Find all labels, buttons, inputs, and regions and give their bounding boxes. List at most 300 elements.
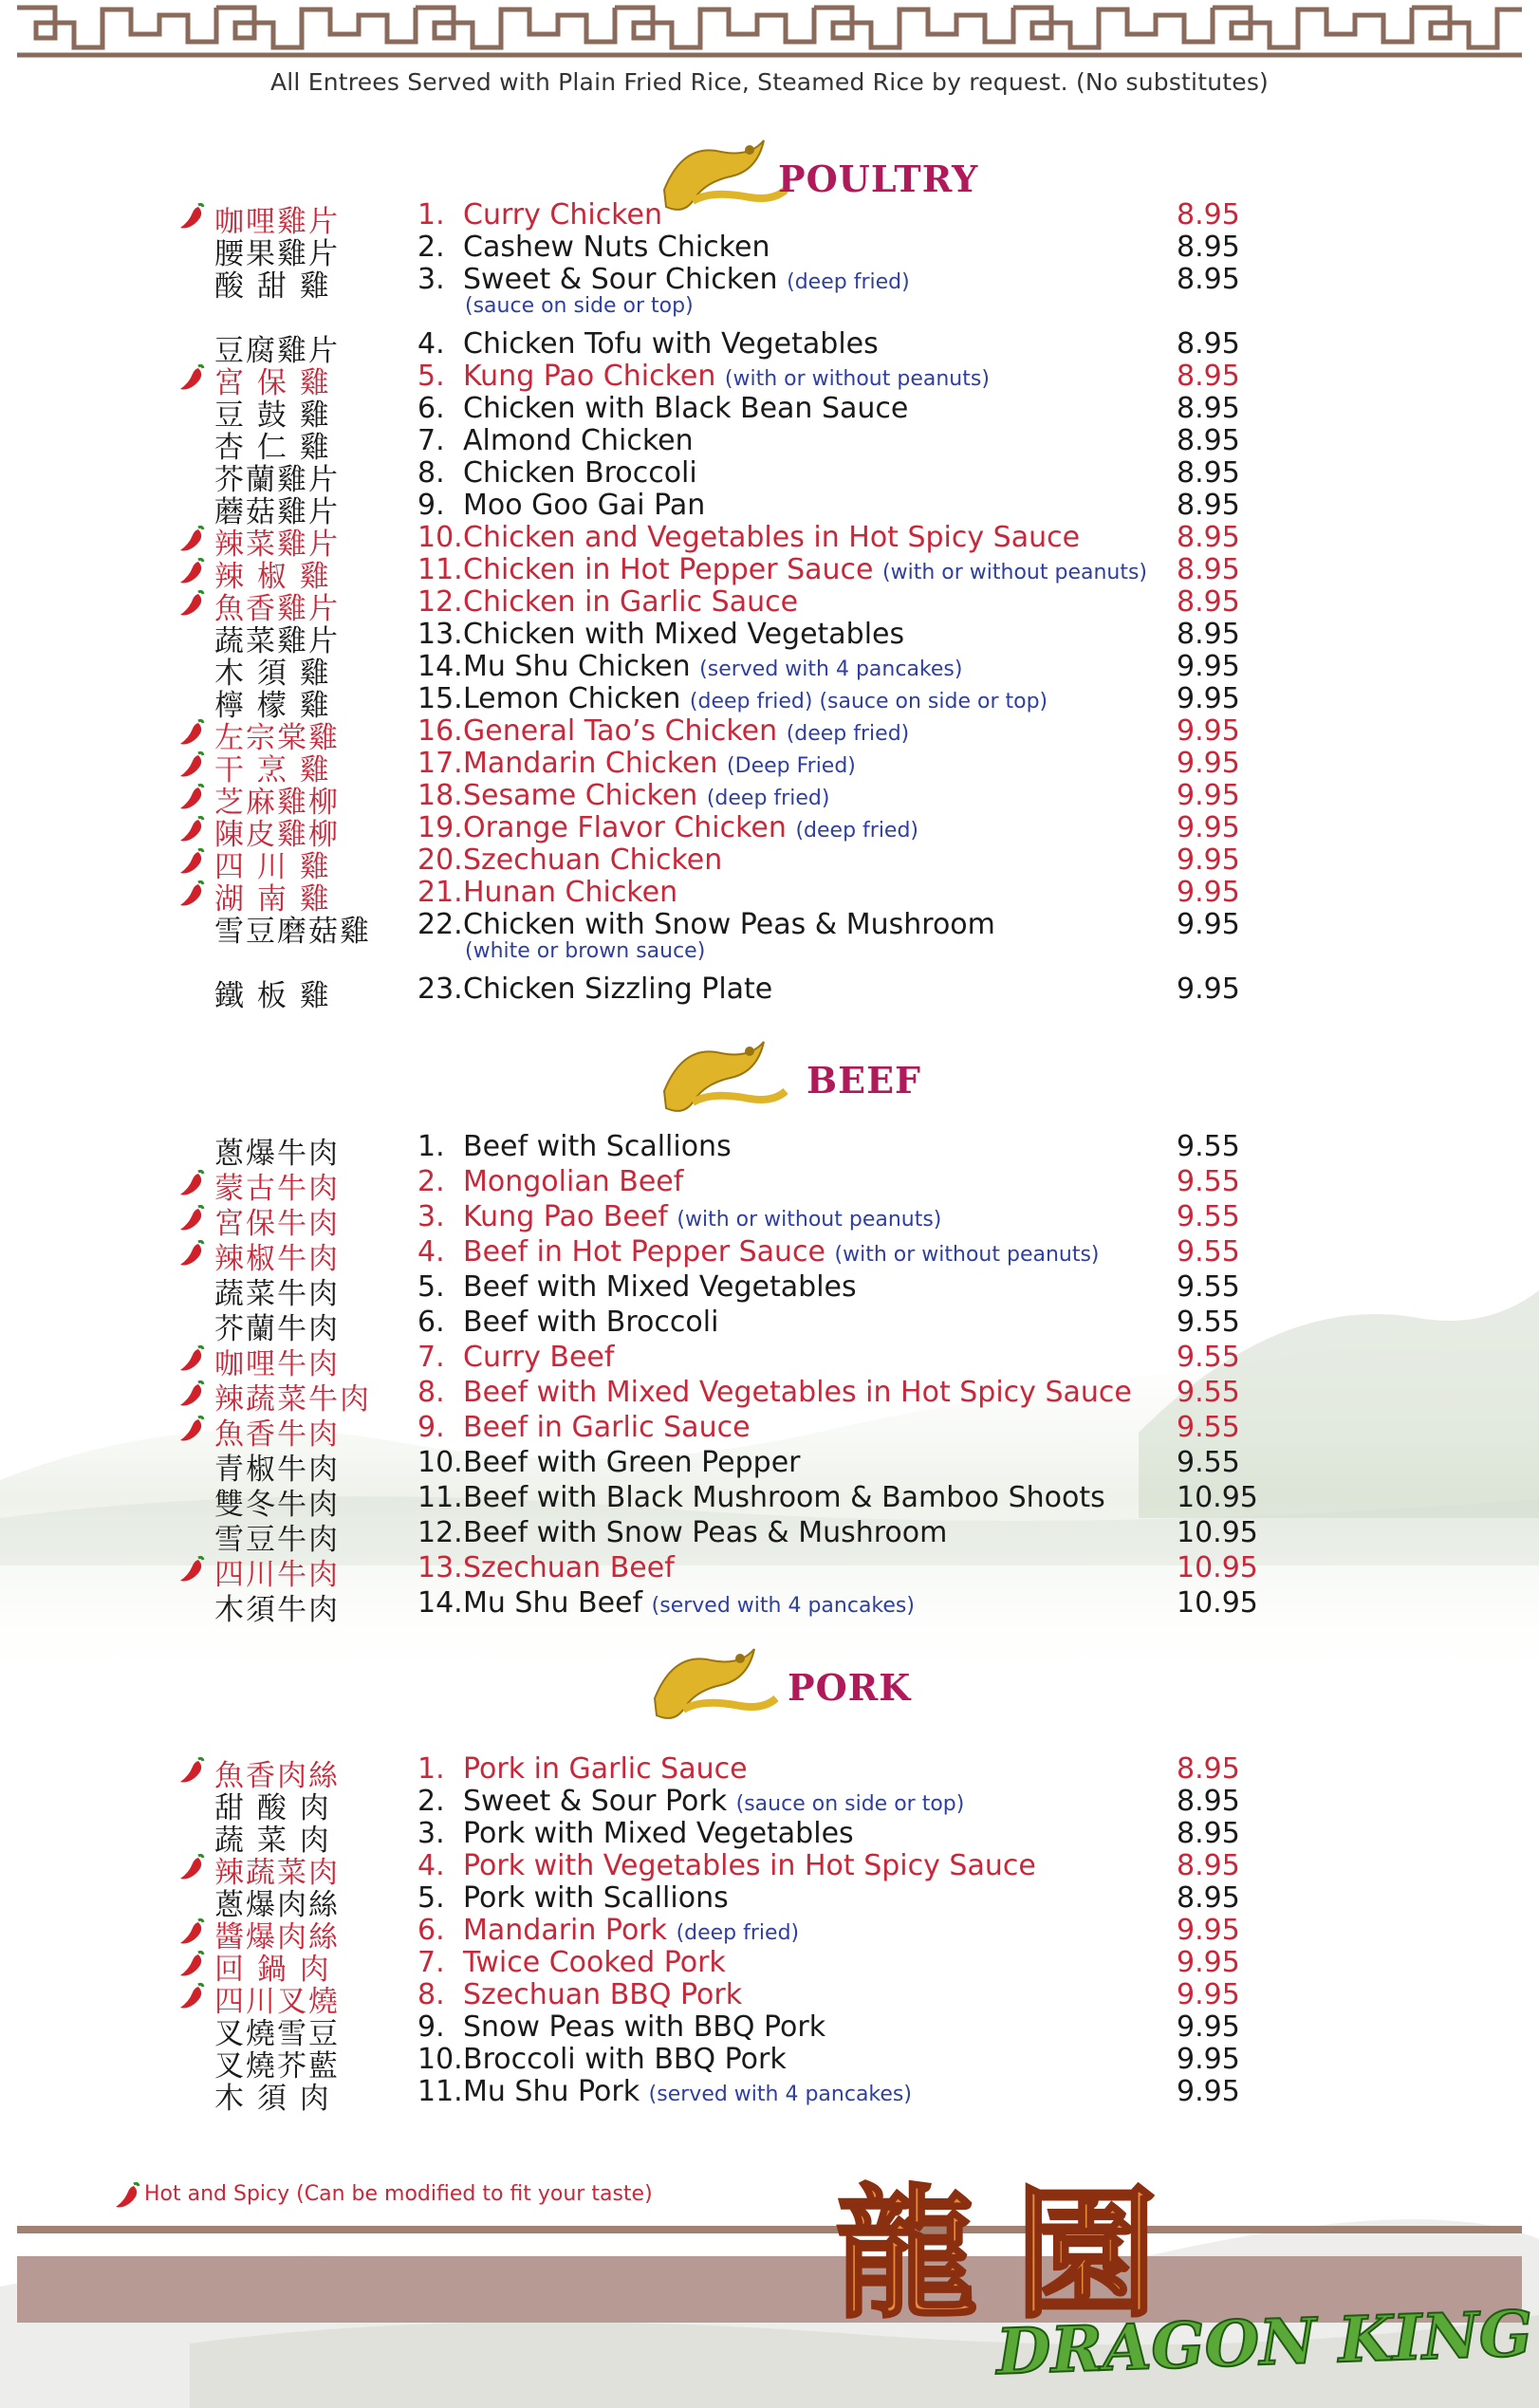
item-subnote: (white or brown sauce) xyxy=(465,939,706,963)
item-name-wrap xyxy=(463,1785,964,1818)
menu-item xyxy=(0,1375,1539,1417)
item-number: 22. xyxy=(417,908,463,941)
item-price: 9.95 xyxy=(1177,1914,1240,1947)
item-name: Beef with Green Pepper xyxy=(463,1446,801,1479)
item-name-wrap xyxy=(463,1235,1100,1269)
lattice-border xyxy=(17,0,1522,61)
item-name: Twice Cooked Pork xyxy=(463,1946,726,1979)
item-price: 9.95 xyxy=(1177,650,1240,683)
item-name: Beef in Hot Pepper Sauce xyxy=(463,1235,825,1269)
item-name-wrap xyxy=(463,198,662,232)
item-name-wrap xyxy=(463,747,856,780)
item-name-wrap xyxy=(463,779,829,812)
item-price: 8.95 xyxy=(1177,231,1240,264)
item-price: 9.55 xyxy=(1177,1411,1240,1444)
item-chinese-name: 宮保牛肉 xyxy=(214,1207,340,1241)
menu-item xyxy=(0,746,1539,787)
item-name-wrap xyxy=(463,618,904,651)
item-price: 9.95 xyxy=(1177,843,1240,877)
item-chinese-name: 咖哩牛肉 xyxy=(214,1347,340,1381)
item-name-wrap xyxy=(463,360,990,393)
item-chinese-name: 叉燒雪豆 xyxy=(214,2017,340,2051)
menu-item xyxy=(0,1977,1539,2019)
chili-pepper-icon xyxy=(176,1379,207,1407)
item-number: 10. xyxy=(417,521,463,554)
item-name: Chicken with Mixed Vegetables xyxy=(463,618,905,651)
item-name-wrap xyxy=(463,585,798,619)
section-header xyxy=(645,1632,987,1736)
item-name: Broccoli with BBQ Pork xyxy=(463,2043,787,2076)
item-name: Beef with Snow Peas & Mushroom xyxy=(463,1516,948,1549)
item-name: Curry Chicken xyxy=(463,198,662,232)
item-name: Mongolian Beef xyxy=(463,1165,684,1198)
item-number: 7. xyxy=(417,424,445,457)
menu-item xyxy=(0,520,1539,562)
item-note: (deep fried) xyxy=(786,722,910,746)
menu-item xyxy=(0,1945,1539,1987)
item-number: 7. xyxy=(417,1946,445,1979)
item-price: 9.95 xyxy=(1177,1946,1240,1979)
item-note: (with or without peanuts) xyxy=(834,1243,1100,1267)
item-number: 12. xyxy=(417,1516,463,1549)
chili-pepper-icon xyxy=(176,556,207,584)
item-name: Moo Goo Gai Pan xyxy=(463,489,706,522)
item-name-wrap xyxy=(463,1481,1105,1514)
item-name-wrap xyxy=(463,553,1147,586)
chili-pepper-icon xyxy=(176,1414,207,1442)
item-number: 6. xyxy=(417,392,445,425)
item-chinese-name: 蔥爆牛肉 xyxy=(214,1137,340,1171)
item-note: (served with 4 pancakes) xyxy=(648,2083,912,2106)
item-chinese-name: 芥蘭牛肉 xyxy=(214,1312,340,1346)
item-name-wrap xyxy=(463,1516,947,1549)
item-name-wrap xyxy=(463,1551,675,1584)
section-title: PORK xyxy=(788,1666,912,1709)
chili-pepper-icon xyxy=(176,1949,207,1977)
item-number: 6. xyxy=(417,1914,445,1947)
menu-item xyxy=(0,455,1539,497)
item-number: 2. xyxy=(417,231,445,264)
item-price: 9.95 xyxy=(1177,747,1240,780)
item-note: (with or without peanuts) xyxy=(882,561,1148,584)
item-number: 17. xyxy=(417,747,463,780)
menu-item xyxy=(0,1410,1539,1452)
item-price: 9.95 xyxy=(1177,876,1240,909)
item-price: 9.55 xyxy=(1177,1235,1240,1269)
chili-pepper-icon xyxy=(176,846,207,875)
item-note: (sauce on side or top) xyxy=(735,1792,965,1816)
chili-pepper-icon xyxy=(176,782,207,810)
logo-english: DRAGON KING xyxy=(994,2296,1534,2389)
item-name-wrap xyxy=(463,1946,726,1979)
item-chinese-name: 豆 鼓 雞 xyxy=(214,398,331,433)
chili-pepper-icon xyxy=(176,717,207,746)
item-name-wrap xyxy=(463,1914,799,1947)
item-name: Beef in Garlic Sauce xyxy=(463,1411,751,1444)
item-chinese-name: 芥蘭雞片 xyxy=(214,463,340,497)
item-price: 8.95 xyxy=(1177,392,1240,425)
item-price: 8.95 xyxy=(1177,618,1240,651)
item-number: 9. xyxy=(417,1411,445,1444)
item-chinese-name: 回 鍋 肉 xyxy=(214,1953,331,1987)
item-chinese-name: 宮 保 雞 xyxy=(214,366,331,400)
item-price: 8.95 xyxy=(1177,1785,1240,1818)
menu-item xyxy=(0,2074,1539,2116)
section-title: POULTRY xyxy=(778,157,979,200)
item-name: Beef with Scallions xyxy=(463,1130,732,1163)
item-price: 9.95 xyxy=(1177,714,1240,748)
item-chinese-name: 魚香雞片 xyxy=(214,592,340,626)
item-number: 1. xyxy=(417,198,445,232)
item-price: 9.95 xyxy=(1177,682,1240,715)
item-name-wrap xyxy=(463,650,962,683)
item-number: 21. xyxy=(417,876,463,909)
item-name-wrap xyxy=(463,1881,729,1915)
item-name: Szechuan Beef xyxy=(463,1551,675,1584)
item-name: Hunan Chicken xyxy=(463,876,678,909)
menu-item xyxy=(0,391,1539,433)
item-name-wrap xyxy=(463,489,705,522)
item-name: Curry Beef xyxy=(463,1341,615,1374)
item-name: Chicken in Hot Pepper Sauce xyxy=(463,553,874,586)
menu-item xyxy=(0,843,1539,884)
menu-item xyxy=(0,1480,1539,1522)
menu-item xyxy=(0,810,1539,852)
item-price: 8.95 xyxy=(1177,327,1240,361)
item-name: Pork in Garlic Sauce xyxy=(463,1752,748,1786)
item-name-wrap xyxy=(463,327,879,361)
item-price: 10.95 xyxy=(1177,1481,1258,1514)
item-number: 13. xyxy=(417,618,463,651)
item-price: 9.55 xyxy=(1177,1165,1240,1198)
item-number: 3. xyxy=(417,1200,445,1233)
menu-item xyxy=(0,1269,1539,1311)
item-number: 4. xyxy=(417,327,445,361)
item-name-wrap xyxy=(463,1341,614,1374)
item-chinese-name: 雪豆磨菇雞 xyxy=(214,915,371,949)
item-number: 11. xyxy=(417,553,463,586)
item-price: 8.95 xyxy=(1177,521,1240,554)
item-name-wrap xyxy=(463,1849,1036,1882)
menu-item xyxy=(0,649,1539,691)
item-chinese-name: 辣椒牛肉 xyxy=(214,1242,340,1276)
item-number: 2. xyxy=(417,1165,445,1198)
item-name-wrap xyxy=(463,876,677,909)
item-name-wrap xyxy=(463,392,908,425)
item-chinese-name: 木 須 肉 xyxy=(214,2082,331,2116)
item-chinese-name: 雪豆牛肉 xyxy=(214,1523,340,1557)
menu-item xyxy=(0,1585,1539,1627)
item-chinese-name: 陳皮雞柳 xyxy=(214,818,340,852)
item-price: 10.95 xyxy=(1177,1551,1258,1584)
item-name: Chicken Sizzling Plate xyxy=(463,972,773,1006)
item-name: Sweet & Sour Pork xyxy=(463,1785,728,1818)
item-subnote: (sauce on side or top) xyxy=(465,294,694,318)
item-name: Almond Chicken xyxy=(463,424,694,457)
menu-item xyxy=(0,2042,1539,2084)
item-price: 8.95 xyxy=(1177,1849,1240,1882)
menu-item xyxy=(0,1164,1539,1206)
menu-item xyxy=(0,423,1539,465)
menu-item xyxy=(0,1199,1539,1241)
menu-item xyxy=(0,1848,1539,1890)
item-number: 3. xyxy=(417,263,445,296)
item-number: 11. xyxy=(417,1481,463,1514)
menu-item xyxy=(0,1234,1539,1276)
item-name: Mu Shu Chicken xyxy=(463,650,691,683)
item-note: (served with 4 pancakes) xyxy=(651,1594,915,1618)
item-number: 14. xyxy=(417,1586,463,1620)
item-price: 8.95 xyxy=(1177,1752,1240,1786)
item-name-wrap xyxy=(463,1270,857,1304)
item-number: 23. xyxy=(417,972,463,1006)
item-chinese-name: 辣菜雞片 xyxy=(214,528,340,562)
menu-item xyxy=(0,230,1539,271)
item-number: 9. xyxy=(417,489,445,522)
item-name: Kung Pao Beef xyxy=(463,1200,668,1233)
item-price: 8.95 xyxy=(1177,198,1240,232)
item-price: 8.95 xyxy=(1177,585,1240,619)
menu-item xyxy=(0,1913,1539,1954)
chili-pepper-icon xyxy=(176,750,207,778)
item-number: 19. xyxy=(417,811,463,844)
item-price: 9.55 xyxy=(1177,1130,1240,1163)
item-number: 13. xyxy=(417,1551,463,1584)
item-chinese-name: 咖哩雞片 xyxy=(214,205,340,239)
menu-item xyxy=(0,713,1539,755)
item-price: 9.55 xyxy=(1177,1200,1240,1233)
menu-item xyxy=(0,617,1539,658)
item-note: (Deep Fried) xyxy=(727,754,856,778)
item-chinese-name: 辣 椒 雞 xyxy=(214,560,331,594)
menu-item xyxy=(0,1550,1539,1592)
item-price: 8.95 xyxy=(1177,1817,1240,1850)
item-name-wrap xyxy=(463,1752,748,1786)
chili-pepper-icon xyxy=(176,1203,207,1232)
item-name: Lemon Chicken xyxy=(463,682,681,715)
item-name: Szechuan BBQ Pork xyxy=(463,1978,743,2011)
item-name-wrap xyxy=(463,1306,718,1339)
item-name-wrap xyxy=(463,972,772,1006)
chili-pepper-icon xyxy=(176,814,207,843)
item-number: 8. xyxy=(417,1978,445,2011)
item-price: 9.95 xyxy=(1177,2010,1240,2044)
item-chinese-name: 杏 仁 雞 xyxy=(214,431,331,465)
menu-item xyxy=(0,1129,1539,1171)
item-price: 8.95 xyxy=(1177,553,1240,586)
item-number: 8. xyxy=(417,1376,445,1409)
item-price: 9.55 xyxy=(1177,1270,1240,1304)
item-chinese-name: 蒙古牛肉 xyxy=(214,1172,340,1206)
menu-item xyxy=(0,2010,1539,2051)
item-chinese-name: 酸 甜 雞 xyxy=(214,269,331,304)
item-name-wrap xyxy=(463,843,722,877)
item-name-wrap xyxy=(463,1586,915,1620)
item-chinese-name: 叉燒芥藍 xyxy=(214,2049,340,2084)
serving-note: All Entrees Served with Plain Fried Rice, Steamed Rice by request. (No substitutes) xyxy=(269,68,1269,96)
chili-pepper-icon xyxy=(176,1168,207,1196)
chili-pepper-icon xyxy=(176,1852,207,1880)
item-name: Chicken Tofu with Vegetables xyxy=(463,327,879,361)
item-price: 9.95 xyxy=(1177,908,1240,941)
menu-item xyxy=(0,875,1539,917)
item-price: 8.95 xyxy=(1177,424,1240,457)
menu-item xyxy=(0,552,1539,594)
item-price: 8.95 xyxy=(1177,456,1240,490)
item-name: Beef with Broccoli xyxy=(463,1306,719,1339)
menu-item xyxy=(0,1751,1539,1793)
item-name-wrap xyxy=(463,811,918,844)
item-name-wrap xyxy=(463,2043,787,2076)
item-chinese-name: 辣蔬菜肉 xyxy=(214,1856,340,1890)
item-name: Chicken with Black Bean Sauce xyxy=(463,392,909,425)
item-name: Pork with Scallions xyxy=(463,1881,729,1915)
chili-pepper-icon xyxy=(176,1917,207,1945)
chili-pepper-icon xyxy=(176,362,207,391)
item-name: General Tao’s Chicken xyxy=(463,714,778,748)
item-note: (deep fried) xyxy=(676,1921,800,1945)
item-chinese-name: 左宗棠雞 xyxy=(214,721,340,755)
menu-item xyxy=(0,972,1539,1013)
section-header xyxy=(655,1025,996,1129)
item-price: 8.95 xyxy=(1177,1881,1240,1915)
chili-pepper-icon xyxy=(176,1343,207,1372)
item-price: 9.95 xyxy=(1177,811,1240,844)
item-chinese-name: 腰果雞片 xyxy=(214,237,340,271)
menu-item xyxy=(0,1515,1539,1557)
item-name-wrap xyxy=(463,1376,1132,1409)
item-note: (with or without peanuts) xyxy=(677,1208,942,1232)
item-number: 5. xyxy=(417,1881,445,1915)
item-number: 2. xyxy=(417,1785,445,1818)
item-name: Snow Peas with BBQ Pork xyxy=(463,2010,826,2044)
item-price: 9.95 xyxy=(1177,972,1240,1006)
item-chinese-name: 雙冬牛肉 xyxy=(214,1488,340,1522)
item-name-wrap xyxy=(463,1130,732,1163)
item-number: 10. xyxy=(417,2043,463,2076)
item-name: Chicken with Snow Peas & Mushroom xyxy=(463,908,995,941)
item-chinese-name: 醬爆肉絲 xyxy=(214,1920,340,1954)
item-number: 6. xyxy=(417,1306,445,1339)
item-price: 8.95 xyxy=(1177,489,1240,522)
item-name-wrap xyxy=(463,1978,742,2011)
item-chinese-name: 湖 南 雞 xyxy=(214,882,331,917)
item-price: 9.95 xyxy=(1177,1978,1240,2011)
menu-item xyxy=(0,488,1539,529)
item-number: 12. xyxy=(417,585,463,619)
item-name: Sweet & Sour Chicken xyxy=(463,263,778,296)
footer-stripe xyxy=(17,2226,1522,2233)
item-note: (deep fried) xyxy=(795,819,919,843)
menu-item xyxy=(0,681,1539,723)
item-name: Mu Shu Beef xyxy=(463,1586,643,1620)
item-price: 9.95 xyxy=(1177,779,1240,812)
item-name: Orange Flavor Chicken xyxy=(463,811,787,844)
item-name: Mu Shu Pork xyxy=(463,2075,640,2108)
item-number: 11. xyxy=(417,2075,463,2108)
item-price: 8.95 xyxy=(1177,360,1240,393)
item-chinese-name: 豆腐雞片 xyxy=(214,334,340,368)
item-name: Pork with Mixed Vegetables xyxy=(463,1817,854,1850)
menu-item xyxy=(0,1816,1539,1858)
chili-pepper-icon xyxy=(176,588,207,617)
item-name-wrap xyxy=(463,231,770,264)
item-name: Beef with Mixed Vegetables in Hot Spicy Sauce xyxy=(463,1376,1132,1409)
dragon-icon xyxy=(645,1632,778,1727)
menu-item xyxy=(0,1784,1539,1825)
item-chinese-name: 青椒牛肉 xyxy=(214,1453,340,1487)
item-name: Chicken in Garlic Sauce xyxy=(463,585,799,619)
menu-item xyxy=(0,1305,1539,1346)
chili-pepper-icon xyxy=(112,2180,142,2209)
menu-item xyxy=(0,359,1539,400)
item-name: Chicken and Vegetables in Hot Spicy Sauce xyxy=(463,521,1081,554)
item-name-wrap xyxy=(463,456,697,490)
item-chinese-name: 檸 檬 雞 xyxy=(214,689,331,723)
dragon-icon xyxy=(655,1025,788,1120)
item-name-wrap xyxy=(463,521,1080,554)
item-name: Beef with Black Mushroom & Bamboo Shoots xyxy=(463,1481,1105,1514)
item-name: Cashew Nuts Chicken xyxy=(463,231,770,264)
menu-item xyxy=(0,1340,1539,1381)
item-number: 5. xyxy=(417,360,445,393)
item-price: 9.95 xyxy=(1177,2043,1240,2076)
item-name-wrap xyxy=(463,1200,941,1233)
menu-item xyxy=(0,778,1539,820)
item-number: 4. xyxy=(417,1849,445,1882)
menu-item xyxy=(0,197,1539,239)
item-chinese-name: 四川牛肉 xyxy=(214,1558,340,1592)
item-number: 5. xyxy=(417,1270,445,1304)
item-name-wrap xyxy=(463,1165,683,1198)
item-number: 3. xyxy=(417,1817,445,1850)
item-name: Beef with Mixed Vegetables xyxy=(463,1270,857,1304)
chili-pepper-icon xyxy=(176,879,207,907)
item-number: 7. xyxy=(417,1341,445,1374)
item-name: Kung Pao Chicken xyxy=(463,360,716,393)
item-price: 9.55 xyxy=(1177,1446,1240,1479)
chili-pepper-icon xyxy=(176,1755,207,1784)
menu-item xyxy=(0,584,1539,626)
legend-text: Hot and Spicy (Can be modified to fit your taste) xyxy=(144,2182,653,2206)
chili-pepper-icon xyxy=(176,524,207,552)
item-chinese-name: 甜 酸 肉 xyxy=(214,1791,331,1825)
item-name-wrap xyxy=(463,682,1048,715)
item-number: 20. xyxy=(417,843,463,877)
item-price: 9.95 xyxy=(1177,2075,1240,2108)
item-note: (deep fried) xyxy=(787,270,910,294)
item-price: 8.95 xyxy=(1177,263,1240,296)
item-name: Chicken Broccoli xyxy=(463,456,697,490)
section-title: BEEF xyxy=(807,1059,922,1102)
item-number: 18. xyxy=(417,779,463,812)
item-note: (deep fried) (sauce on side or top) xyxy=(689,690,1048,713)
item-name: Szechuan Chicken xyxy=(463,843,723,877)
item-number: 16. xyxy=(417,714,463,748)
item-chinese-name: 木須牛肉 xyxy=(214,1593,340,1627)
item-price: 10.95 xyxy=(1177,1586,1258,1620)
item-number: 1. xyxy=(417,1752,445,1786)
item-chinese-name: 木 須 雞 xyxy=(214,657,331,691)
item-chinese-name: 蔬菜牛肉 xyxy=(214,1277,340,1311)
item-number: 10. xyxy=(417,1446,463,1479)
item-number: 4. xyxy=(417,1235,445,1269)
item-name-wrap xyxy=(463,714,909,748)
item-chinese-name: 魚香牛肉 xyxy=(214,1417,340,1452)
item-chinese-name: 四 川 雞 xyxy=(214,850,331,884)
item-name-wrap xyxy=(463,1817,854,1850)
item-price: 9.55 xyxy=(1177,1306,1240,1339)
